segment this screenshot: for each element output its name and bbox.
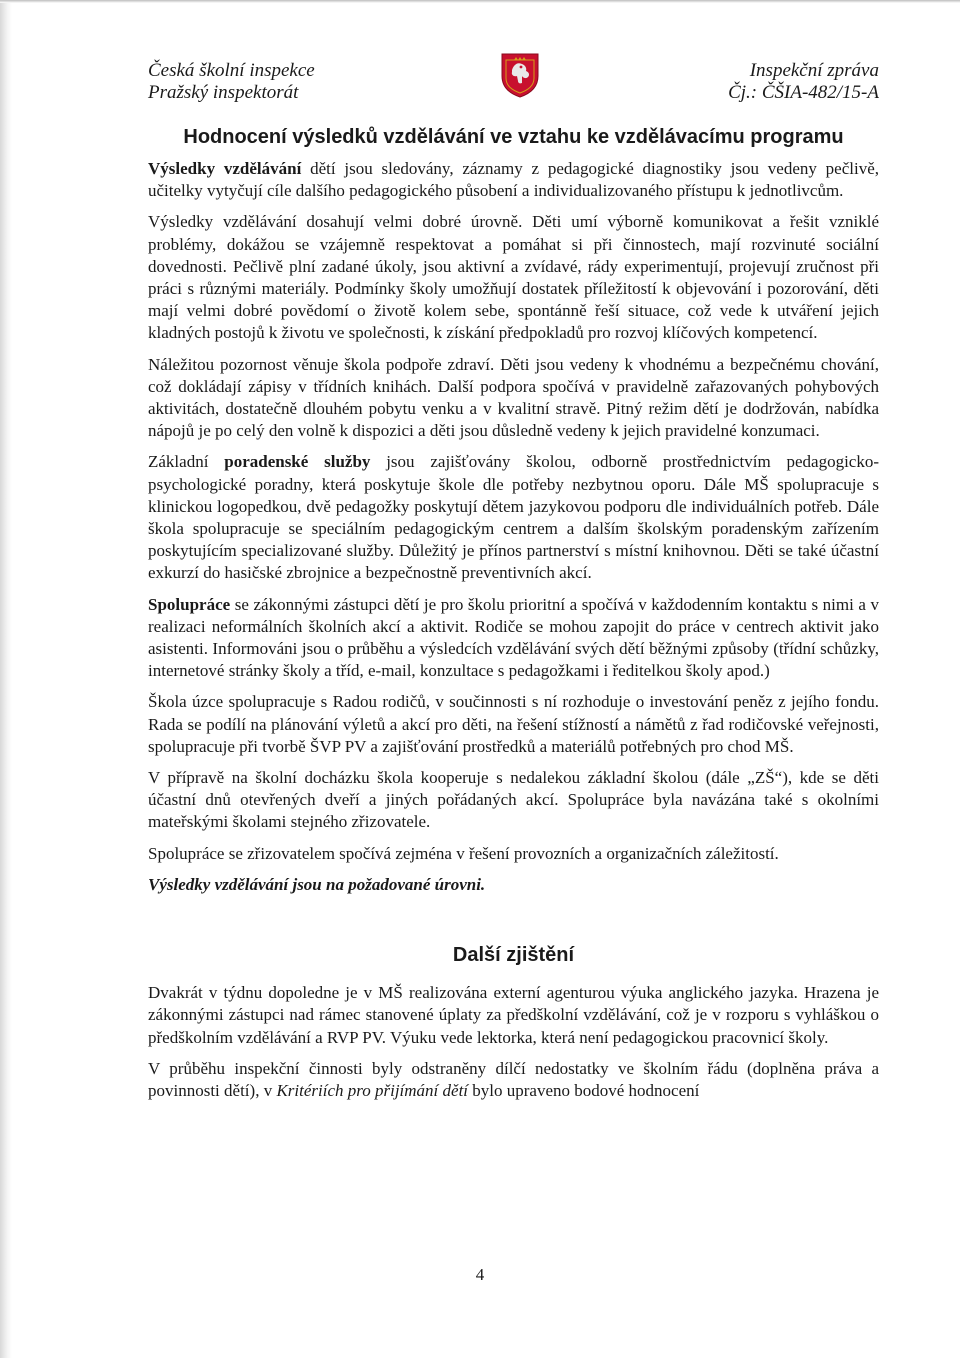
term-cooperation: Spolupráce <box>148 594 231 614</box>
report-reference-block <box>728 60 879 104</box>
term-counselling-services: poradenské služby <box>224 452 371 472</box>
section-title-results: Hodnocení výsledků vzdělávání ve vztahu ke vzdělávacímu programu <box>183 126 844 148</box>
paragraph-text: jsou zajišťovány školou, odborně prostřednictvím pedagogicko-psychologické poradny, která poskytuje škole dle potřeby nezbytnou oporu. Dále MŠ spolupracuje s klinickou logopedkou, dvě pedagožky poskytují dětem jazykovou podporu dle individuálních potřeb. Dále škola spolupracuje se speciálním pedagogickým centrem a dalším školským poradenským zařízením poskytujícím specializované služby. Důležitý je přínos partnerství s místní knihovnou. Děti se také účastní exkurzí do hasičské zbrojnice a bezpečnostně preventivních akcí. <box>148 452 879 583</box>
page-header <box>148 60 879 110</box>
organization-name: Česká školní inspekce <box>148 60 315 81</box>
paragraph-text: bylo upraveno bodové hodnocení <box>468 1080 700 1100</box>
document-body <box>148 124 879 1111</box>
term-learning-results: Výsledky vzdělávání <box>148 159 302 178</box>
paragraph-founder-cooperation: Spolupráce se zřizovatelem spočívá zejména v řešení provozních a organizačních záležitostí. <box>148 843 779 863</box>
paragraph-text: dětí jsou sledovány, záznamy z pedagogické diagnostiky jsou vedeny pečlivě, učitelky vytyčují cíle dalšího pedagogického působení a individualizovaného přístupu k jednotlivcům. <box>148 159 879 201</box>
results-conclusion: Výsledky vzdělávání jsou na požadované úrovni. <box>148 874 486 894</box>
scan-shadow-top <box>0 0 960 3</box>
paragraph-text: se zákonnými zástupci dětí je pro školu prioritní a spočívá v každodenním kontaktu s nimi a v realizaci neformálních školních akcí a aktivit. Rodiče se mohou zapojit do práce v centrech aktivit jako asistenti. Informováni jsou o průběhu a výsledcích vzdělávání svých dětí běžnými způsoby (třídní schůzky, internetové stránky školy a tříd, e-mail, konzultace s pedagožkami i ředitelkou školy apod.) <box>148 594 879 681</box>
paragraph-english-lessons: Dvakrát v týdnu dopoledne je v MŠ realizována externí agenturou výuka anglického jazyka. Hrazena je zákonnými zástupci nad rámec stanovené úplaty za předškolní vzdělávání, což je v rozporu s vyhláškou o předškolním vzdělávání a RVP PV. Výuku vede lektorka, která není pedagogickou pracovnicí školy. <box>148 983 879 1047</box>
paragraph-cooperation-parents <box>148 594 879 683</box>
paragraph-counselling <box>148 451 879 584</box>
paragraph-results-level: Výsledky vzdělávání dosahují velmi dobré úrovně. Děti umí výborně komunikovat a řešit vzniklé problémy, dokážou se vzájemně respektovat a pomáhat si při činnostech, mají rozvinuté sociální dovednosti. Pečlivě plní zadané úkoly, jsou aktivní a zvídavé, rády experimentují, projevují zručnost při práci s různými materiály. Podmínky školy umožňují dostatek příležitostí k objevování i pozorování, děti mají velmi dobré povědomí o životě kolem sebe, spontánně řeší situace, což vede k utváření jejich kladných postojů k životu ve společnosti, k získání předpokladů pro rozvoj klíčových kompetencí. <box>148 212 879 343</box>
term-admission-criteria: Kritériích pro přijímání dětí <box>276 1080 469 1100</box>
section-title-other-findings: Další zjištění <box>452 944 575 967</box>
paragraph-text: Základní <box>148 452 225 472</box>
paragraph-health-support: Náležitou pozornost věnuje škola podpoře zdraví. Děti jsou vedeny k vhodnému a bezpečnému chování, což dokládají zápisy v třídních knihách. Další podpora spočívá v pravidelně zařazovaných pohybových aktivitách, dostatečně dlouhém pobytu venku a v kvalitní stravě. Pitný režim dětí je dodržován, nabídka nápojů je po celý den volně k dispozici a děti jsou důsledně vedeny k jejich pravidelné konzumaci. <box>148 354 879 441</box>
paragraph-remedied-deficiencies <box>148 1058 879 1102</box>
paragraph-results-tracking <box>148 158 879 202</box>
paragraph-text: V průběhu inspekční činnosti byly odstraněny dílčí nedostatky ve školním řádu (doplněna práva a povinnosti dětí), v <box>148 1058 879 1100</box>
organization-branch: Pražský inspektorát <box>148 82 299 103</box>
page-number: 4 <box>475 1265 485 1284</box>
paragraph-parents-council: Škola úzce spolupracuje s Radou rodičů, v součinnosti s ní rozhoduje o investování peněz z jejího fondu. Rada se podílí na plánování výletů a akcí pro děti, na řešení stížností a námětů z řad rodičovské veřejnosti, spolupracuje při tvorbě ŠVP PV a zajišťování prostředků a materiálů potřebných pro chod MŠ. <box>148 692 879 756</box>
organization-block <box>148 60 315 104</box>
document-reference-number: Čj.: ČŠIA-482/15-A <box>728 82 879 103</box>
scan-shadow-left <box>0 0 12 1358</box>
document-type: Inspekční zpráva <box>749 60 879 81</box>
prague-coat-of-arms-emblem-icon <box>500 52 540 98</box>
paragraph-school-preparation: V přípravě na školní docházku škola kooperuje s nedalekou základní školou (dále „ZŠ“), kde se děti účastní dnů otevřených dveří a jiných pořádaných akcí. Spolupráce byla navázána také s okolními mateřskými školami stejného zřizovatele. <box>148 768 879 832</box>
